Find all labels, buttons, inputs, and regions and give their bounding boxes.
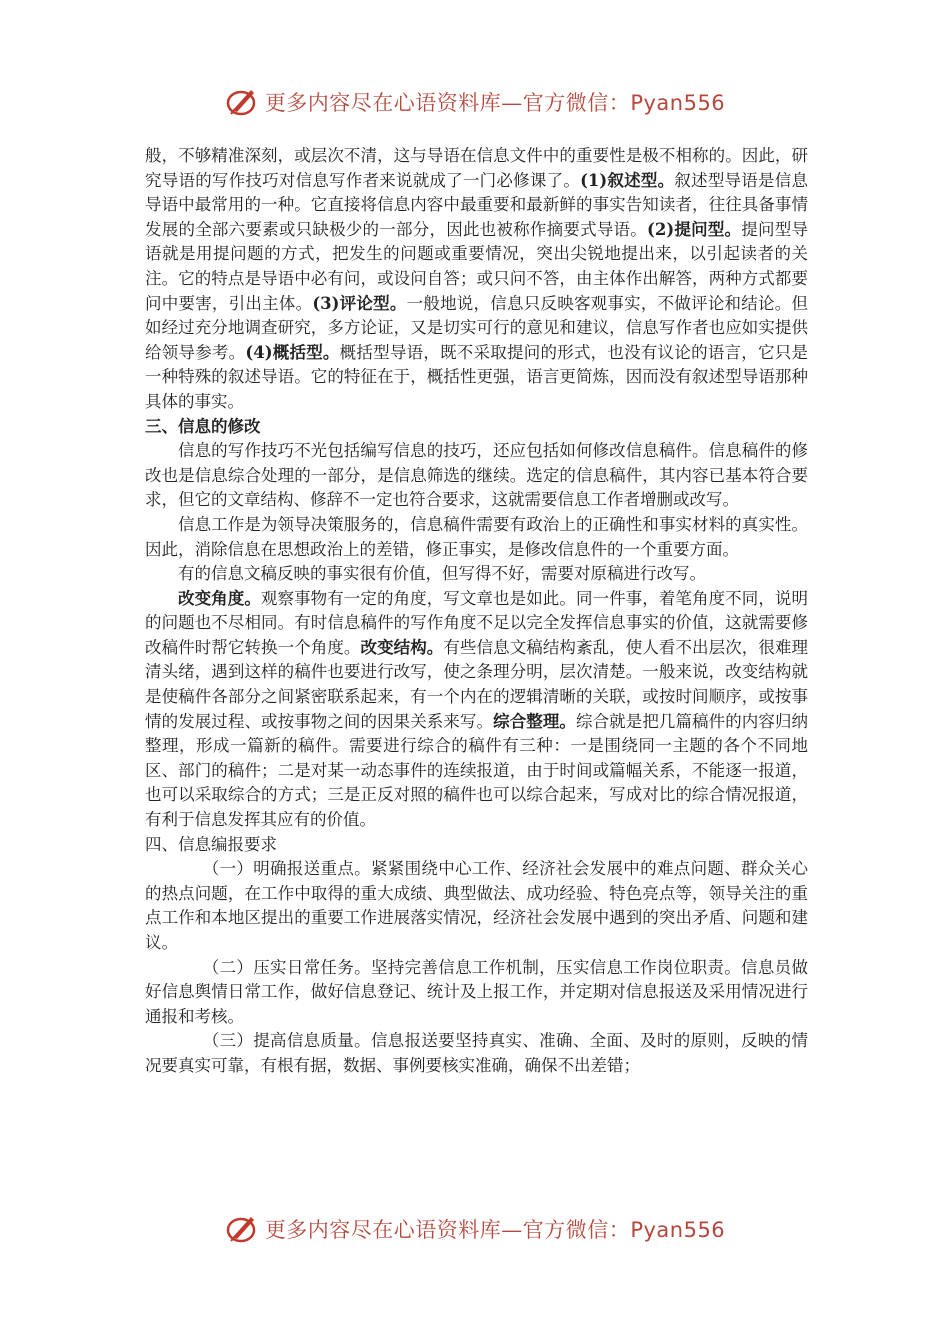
paragraph-requirement-1: （一）明确报送重点。紧紧围绕中心工作、经济社会发展中的难点问题、群众关心的热点问题，在工作中取得的重大成绩、典型做法、成功经验、特色亮点等，领导关注的重点工作和本地区提出的重要工作进展落实情况，经济社会发展中遇到的突出矛盾、问题和建议。: [145, 859, 808, 952]
footer-banner: [0, 1209, 950, 1249]
paragraph-lead-types: 般，不够精准深刻，或层次不清，这与导语在信息文件中的重要性是极不相称的。因此，研究导语的写作技巧对信息写作者来说就成了一门必修课了。(1)叙述型。叙述型导语是信息导语中最常用的一种。它直接将信息内容中最重要和最新鲜的事实告知读者，往往具备事情发展的全部六要素或只缺极少的一部分，因此也被称作摘要式导语。(2)提问型。提问型导语就是用提问题的方式，把发生的问题或重要情况，突出尖锐地提出来，以引起读者的关注。它的特点是导语中必有问，或设问自答；或只问不答，由主体作出解答，两种方式都要问中要害，引出主体。(3)评论型。一般地说，信息只反映客观事实，不做评论和结论。但如经过充分地调查研究，多方论证，又是切实可行的意见和建议，信息写作者也应如实提供给领导参考。(4)概括型。概括型导语，既不采取提问的形式，也没有议论的语言，它只是一种特殊的叙述导语。它的特征在于，概括性更强，语言更简炼，因而没有叙述型导语那种具体的事实。: [145, 146, 808, 411]
paragraph-revision-methods: 改变角度。观察事物有一定的角度，写文章也是如此。同一件事，着笔角度不同，说明的问题也不尽相同。有时信息稿件的写作角度不足以完全发挥信息事实的价值，这就需要修改稿件时帮它转换一个角度。改变结构。有些信息文稿结构紊乱，使人看不出层次，很难理清头绪，遇到这样的稿件也要进行改写，使之条理分明，层次清楚。一般来说，改变结构就是使稿件各部分之间紧密联系起来，有一个内在的逻辑清晰的关联，或按时间顺序，或按事情的发展过程、或按事物之间的因果关系来写。综合整理。综合就是把几篇稿件的内容归纳整理，形成一篇新的稿件。需要进行综合的稿件有三种：一是围绕同一主题的各个不同地区、部门的稿件；二是对某一动态事件的连续报道，由于时间或篇幅关系，不能逐一报道，也可以采取综合的方式；三是正反对照的稿件也可以综合起来，写成对比的综合情况报道，有利于信息发挥其应有的价值。: [145, 588, 809, 830]
quill-logo-icon: [225, 1211, 261, 1247]
paragraph-revision-intro: 信息的写作技巧不光包括编写信息的技巧，还应包括如何修改信息稿件。信息稿件的修改也是信息综合处理的一部分，是信息筛选的继续。选定的信息稿件，其内容已基本符合要求，但它的文章结构、修辞不一定也符合要求，这就需要信息工作者增删或改写。: [145, 441, 808, 510]
document-body: [145, 144, 808, 1079]
paragraph-requirement-3: （三）提高信息质量。信息报送要坚持真实、准确、全面、及时的原则，反映的情况要真实可靠，有根有据，数据、事例要核实准确，确保不出差错；: [145, 1031, 808, 1075]
section-heading-3: 三、信息的修改: [145, 416, 261, 436]
quill-logo-icon: [225, 84, 261, 120]
banner-text: 更多内容尽在心语资料库—官方微信：Pyan556: [264, 91, 726, 115]
header-banner: [0, 82, 950, 122]
section-heading-4: 四、信息编报要求: [145, 834, 277, 854]
paragraph-requirement-2: （二）压实日常任务。坚持完善信息工作机制，压实信息工作岗位职责。信息员做好信息舆情日常工作，做好信息登记、统计及上报工作，并定期对信息报送及采用情况进行通报和考核。: [145, 957, 808, 1026]
paragraph-rewrite: 有的信息文稿反映的事实很有价值，但写得不好，需要对原稿进行改写。: [178, 564, 706, 584]
banner-text: 更多内容尽在心语资料库—官方微信：Pyan556: [264, 1218, 726, 1242]
paragraph-revision-politics: 信息工作是为领导决策服务的，信息稿件需要有政治上的正确性和事实材料的真实性。因此，消除信息在思想政治上的差错，修正事实，是修改信息件的一个重要方面。: [145, 514, 808, 559]
